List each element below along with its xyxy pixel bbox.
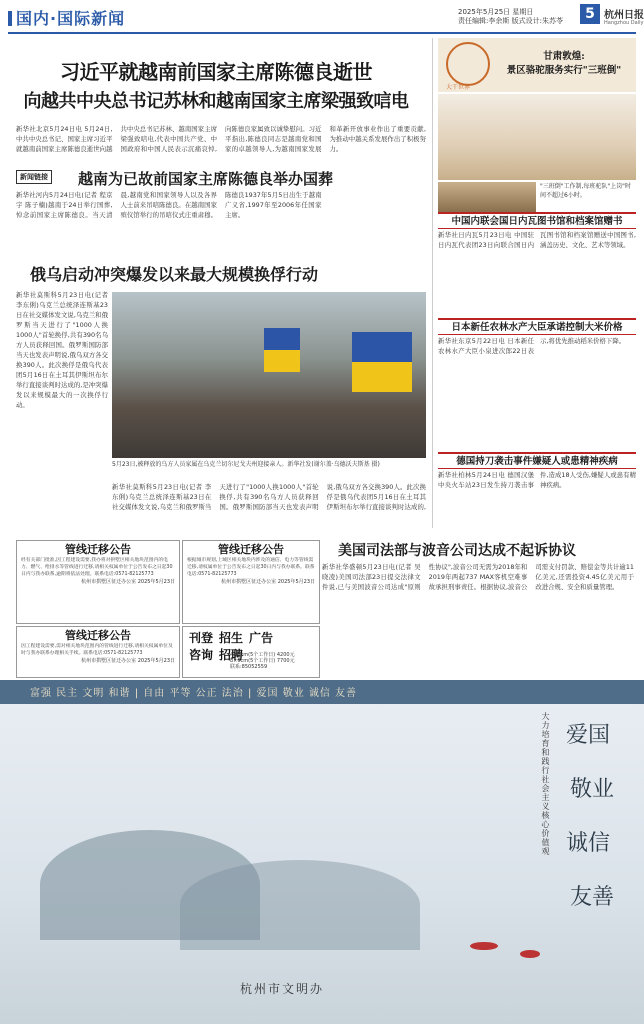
notice-1-body: 经有关部门批准,因工程建设需要,我办将对拱墅区相关地块范围内的电力、燃气、给排水等管线进行迁移,请相关权属单位于公告发布之日起30日内与我办联系,逾期将依法处理。联系电话:0571-82125773	[21, 558, 173, 577]
notice-3-body: 因工程建设需要,需对相关地块范围内的管线进行迁移,请相关权属单位及时与我办联系办理相关手续。联系电话:0571-82125773	[21, 644, 173, 656]
civilization-office: 杭州市文明办	[240, 982, 325, 996]
lead-body: 新华社北京5月24日电 5月24日,中共中央总书记、国家主席习近平就越南前国家主席陈德良逝世向越共中央总书记苏林、越南国家主席梁强致唁电,代表中国共产党、中国政府和中国人民表示沉痛哀悼,向陈德良家属致以诚挚慰问。习近平指出,陈德良同志是越南党和国家的卓越领导人,为越南国家发展和革新开放事业作出了重要贡献,为推动中越关系发展作出了积极努力。	[16, 125, 426, 153]
story-a-headline: 中国内联会国日内瓦图书馆和档案馆赠书	[451, 216, 623, 227]
story-a-body: 新华社日内瓦5月23日电 中国驻日内瓦代表团23日向联合国日内瓦图书馆和档案馆赠送中国图书,涵盖历史、文化、艺术等领域。	[438, 231, 636, 249]
topic-title-line2: 景区骆驼服务实行"三班倒"	[506, 65, 622, 76]
topic-header	[438, 38, 636, 92]
lead-headline-line2: 向越共中央总书记苏林和越南国家主席梁强致唁电	[23, 91, 409, 112]
notice-1-footer: 杭州市拱墅区征迁办公室 2025年5月23日	[81, 579, 175, 585]
flag-blue-right	[352, 332, 412, 362]
topic-title-line1: 甘肃敦煌:	[543, 51, 585, 62]
ad-col-1	[189, 629, 213, 663]
story-c-headline: 德国持刀袭击事件嫌疑人或患精神疾病	[456, 456, 618, 467]
notice-box-1	[16, 540, 180, 624]
value-dedication: 敬业	[570, 777, 615, 802]
bird-shape-2	[520, 950, 540, 958]
topic-logo-icon	[446, 42, 490, 86]
flag-blue-left	[264, 328, 300, 350]
story-c-body: 新华社柏林5月24日电 德国汉堡中央火车站23日发生持刀袭击事件,造成18人受伤,嫌疑人或患有精神疾病。	[438, 471, 636, 489]
notice-2-title: 管线迁移公告	[218, 543, 284, 556]
story2-headline: 越南为已故前国家主席陈德良举办国葬	[78, 170, 334, 188]
section-title	[8, 6, 125, 29]
editors-line: 责任编辑:李余斯 版式设计:朱苏苓	[458, 17, 563, 25]
notice-3-title: 管线迁移公告	[65, 629, 131, 642]
notice-box-2	[182, 540, 320, 624]
ad-phone: 联系:85052559	[230, 664, 268, 670]
ad-col1b-text: 咨询	[189, 648, 214, 662]
notice-2-footer: 杭州市拱墅区征迁办公室 2025年5月23日	[221, 579, 315, 585]
flag-yellow-right	[352, 362, 412, 392]
story-b-headline: 日本新任农林水产大臣承诺控制大米价格	[451, 322, 623, 333]
story4-headline: 美国司法部与波音公司达成不起诉协议	[338, 543, 576, 559]
dunhuang-camel-photo	[438, 94, 636, 180]
value-patriotism: 爱国	[566, 723, 611, 748]
lead-headline-line1: 习近平就越南前国家主席陈德良逝世	[60, 60, 372, 84]
header-meta	[458, 8, 563, 26]
vertical-slogan: 大力培育和践行社会主义核心价值观	[541, 712, 550, 856]
notice-3-footer: 杭州市拱墅区征迁办公室 2025年5月23日	[81, 658, 175, 664]
story4-body: 新华社华盛顿5月23日电(记者 吴晓凌)美国司法部23日提交法律文件说,已与美国波音公司达成"原则性协议",波音公司无需为2018年和2019年两起737 MAX客机空难事故承担刑事责任。根据协议,波音公司需支付罚款、赔偿金等共计逾11亿美元,还需投资4.45亿美元用于改进合规、安全和质量管理。	[322, 563, 634, 591]
news-link-tag: 新闻链接	[16, 170, 52, 184]
column-divider	[432, 38, 433, 528]
value-friendliness: 友善	[570, 885, 615, 910]
topic-caption: "三班倒"工作制,每班驼队"上岗"时间不超过6小时。	[540, 183, 631, 199]
paper-subtitle: Hangzhou Daily	[604, 20, 644, 26]
value-integrity: 诚信	[566, 831, 611, 856]
ad-price-1: 4×6cm(5个工作日) 4200元	[230, 652, 295, 658]
ad-col2b-text: 招聘	[219, 648, 244, 662]
notice-1-title: 管线迁移公告	[65, 543, 131, 556]
photo-caption: 5月23日,被释放的乌方人员家属在乌克兰切尔尼戈夫州迎接亲人。新华社发(谢尔盖·乌德沃夫斯基 摄)	[112, 461, 380, 468]
ad-price-2: 8×6cm(5个工作日) 7700元	[230, 658, 295, 664]
page-number: 5	[580, 4, 600, 24]
section-title-text: 国内·国际新闻	[16, 9, 126, 28]
story3-headline: 俄乌启动冲突爆发以来最大规模换俘行动	[30, 265, 319, 284]
core-values-slogan: 富强 民主 文明 和谐 | 自由 平等 公正 法治 | 爱国 敬业 诚信 友善	[30, 688, 358, 699]
notice-box-3	[16, 626, 180, 678]
story3-body-cont: 新华社莫斯科5月23日电(记者 李东俐)乌克兰总统泽连斯基23日在社交媒体发文说,乌克兰和俄罗斯当天进行了"1000人换1000人"首轮换俘,共有390名乌方人员获释回国。俄罗斯国防部当天也发表声明说,俄乌双方各交换390人。此次换俘是俄乌代表团5月16日在土耳其伊斯坦布尔举行直接谈判时达成的,	[112, 483, 426, 511]
section-bar	[8, 11, 12, 26]
header-rule	[8, 32, 636, 34]
flag-yellow-left	[264, 350, 300, 372]
ad-col1-text: 刊登	[189, 631, 214, 645]
notice-2-body: 根据城市规划,上城区相关地块内涉及的通信、电力等管线需迁移,请权属单位于公告发布之日起30日内与我办联系。联系电话:0571-82125773	[187, 558, 315, 577]
story2-body: 新华社河内5月24日电(记者 程京宇 陈子楠)越南于24日举行国葬,悼念前国家主席陈德良。当天清晨,越南党和国家领导人以及各界人士前来吊唁陈德良。在越南国家殡仪馆举行的吊唁仪式庄重肃穆。陈德良1937年5月5日出生于越南广义省,1997年至2006年任国家主席。	[16, 191, 322, 219]
topic-logo-text: 大干世界	[446, 84, 471, 91]
story3-body: 新华社莫斯科5月23日电(记者 李东俐)乌克兰总统泽连斯基23日在社交媒体发文说,乌克兰和俄罗斯当天进行了"1000人换1000人"首轮换俘,共有390名乌方人员获释回国。俄罗斯国防部当天也发表声明说,俄乌双方各交换390人。此次换俘是俄乌代表团5月16日在土耳其伊斯坦布尔举行直接谈判时达成的,是冲突爆发以来规模最大的一次换俘行动。	[16, 291, 108, 409]
ad-col2-text: 招生	[219, 631, 244, 645]
dunhuang-small-photo	[438, 182, 536, 212]
ad-col3-text: 广告	[249, 631, 274, 645]
prisoner-exchange-photo	[112, 292, 426, 458]
mountain-shape-2	[180, 860, 420, 950]
paper-logo: 杭州日报	[604, 10, 644, 21]
story-b-body: 新华社东京5月22日电 日本新任农林水产大臣小泉进次郎22日表示,将优先推动稻米价格下降。	[438, 337, 626, 355]
bird-shape-1	[470, 942, 498, 950]
ad-prices	[230, 652, 316, 670]
date-line: 2025年5月25日 星期日	[458, 8, 534, 16]
